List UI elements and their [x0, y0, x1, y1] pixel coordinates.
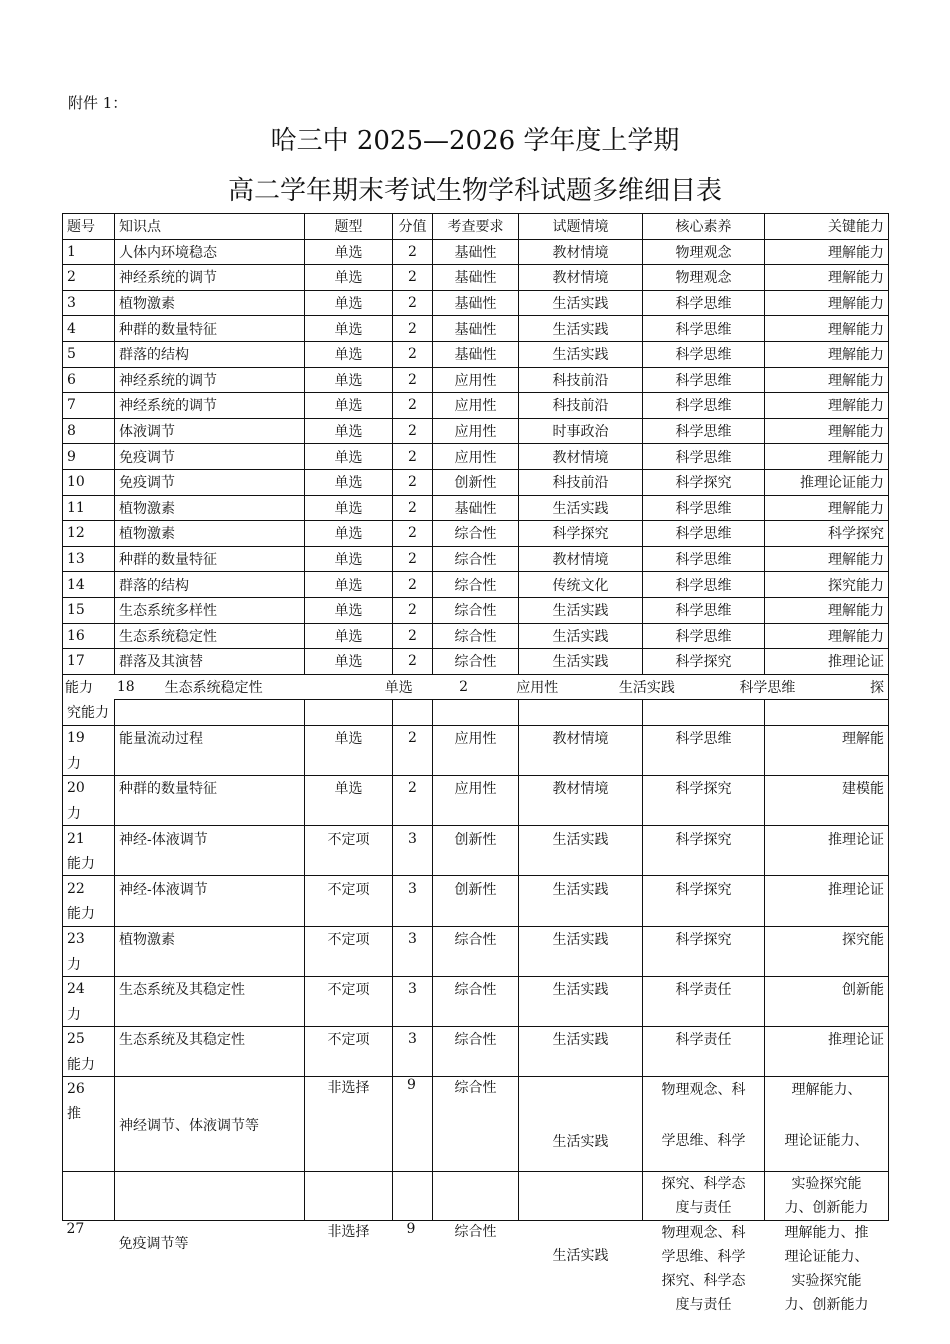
row-type: 不定项 — [305, 826, 393, 851]
row-context: 生活实践 — [519, 1027, 643, 1052]
row-number: 14 — [63, 572, 115, 598]
row-ability: 探究能力 — [765, 572, 889, 598]
row-ability: 理解能力 — [765, 316, 889, 342]
row-ability: 推理论证 — [765, 876, 889, 901]
row-literacy: 科学探究 — [643, 876, 765, 901]
table-row — [63, 367, 889, 393]
row-score: 2 — [393, 418, 433, 444]
row-requirement: 基础性 — [433, 341, 519, 367]
column-header: 分值 — [393, 214, 433, 240]
row-context: 生活实践 — [519, 976, 643, 1001]
row-literacy: 科学探究 — [643, 649, 765, 675]
table-row — [63, 572, 889, 598]
row-requirement: 综合性 — [454, 1224, 497, 1241]
row-requirement: 应用性 — [433, 367, 519, 393]
row-ability: 科学探究 — [765, 521, 889, 547]
row-requirement: 综合性 — [433, 597, 519, 623]
row-score: 2 — [393, 623, 433, 649]
row-context: 生活实践 — [519, 623, 643, 649]
row-ability-line: 理解能力、 — [791, 1082, 862, 1099]
table-row — [63, 290, 889, 316]
row-ability: 理解能力 — [765, 239, 889, 265]
column-header: 知识点 — [115, 214, 305, 240]
row-score: 2 — [393, 495, 433, 521]
table-row — [63, 265, 889, 291]
row-context: 教材情境 — [519, 546, 643, 572]
row-type: 单选 — [305, 546, 393, 572]
column-header: 核心素养 — [643, 214, 765, 240]
row-score: 2 — [393, 597, 433, 623]
row-context: 生活实践 — [519, 649, 643, 675]
row-topic: 神经调节、体液调节等 — [119, 1118, 259, 1135]
row-ability: 理解能力 — [765, 367, 889, 393]
row-requirement: 综合性 — [433, 572, 519, 598]
row-requirement: 创新性 — [433, 826, 519, 851]
row-score: 2 — [393, 367, 433, 393]
item-specification-table — [62, 213, 889, 1317]
row-literacy: 科学思维 — [643, 546, 765, 572]
page-subtitle: 高二学年期末考试生物学科试题多维细目表 — [227, 176, 722, 206]
row-score: 2 — [393, 290, 433, 316]
row-score: 2 — [393, 444, 433, 470]
row-type: 单选 — [305, 316, 393, 342]
row-requirement: 应用性 — [433, 444, 519, 470]
row-number: 11 — [63, 495, 115, 521]
row-type: 单选 — [305, 265, 393, 291]
row-type: 单选 — [305, 572, 393, 598]
row-context: 教材情境 — [519, 776, 643, 801]
row-context: 时事政治 — [519, 418, 643, 444]
row-context: 生活实践 — [552, 1248, 609, 1265]
wrap-text: 能力 — [65, 679, 93, 696]
table-row — [63, 976, 889, 1001]
row-topic: 种群的数量特征 — [115, 546, 305, 572]
row-score: 2 — [393, 776, 433, 801]
table-row — [63, 239, 889, 265]
table-row — [63, 546, 889, 572]
row-score: 2 — [393, 469, 433, 495]
table-row — [63, 316, 889, 342]
row-type: 单选 — [305, 597, 393, 623]
row-requirement: 综合性 — [433, 649, 519, 675]
row-number: 7 — [63, 393, 115, 419]
row-score: 2 — [393, 521, 433, 547]
table-row-continuation — [63, 1052, 889, 1077]
row-ability: 推理论证能力 — [765, 469, 889, 495]
row-literacy: 科学思维 — [643, 444, 765, 470]
table-row — [63, 469, 889, 495]
row-number: 5 — [63, 341, 115, 367]
row-literacy: 科学思维 — [643, 418, 765, 444]
row-topic: 神经系统的调节 — [115, 367, 305, 393]
wrap-text: 推 — [67, 1106, 81, 1123]
row-topic: 生态系统及其稳定性 — [115, 976, 305, 1001]
row-score: 2 — [393, 341, 433, 367]
row-literacy: 物理观念 — [643, 239, 765, 265]
row-type: 单选 — [305, 725, 393, 750]
row-ability: 理解能 — [765, 725, 889, 750]
row-type: 非选择 — [327, 1080, 370, 1097]
wrap-text: 能力 — [63, 1052, 115, 1077]
row-score: 2 — [393, 316, 433, 342]
row-requirement: 创新性 — [433, 469, 519, 495]
row-topic: 神经-体液调节 — [115, 876, 305, 901]
row-type: 不定项 — [305, 926, 393, 951]
row-ability: 理解能力 — [765, 597, 889, 623]
row-requirement: 应用性 — [516, 679, 559, 696]
row-context: 科技前沿 — [519, 393, 643, 419]
table-row-continuation — [63, 851, 889, 876]
row-ability: 推理论证 — [765, 826, 889, 851]
row-topic: 种群的数量特征 — [115, 776, 305, 801]
column-header: 题型 — [305, 214, 393, 240]
row-ability: 理解能力 — [765, 444, 889, 470]
row-requirement: 应用性 — [433, 418, 519, 444]
row-context: 生活实践 — [552, 1134, 609, 1151]
row-literacy: 科学思维 — [643, 495, 765, 521]
row-topic: 免疫调节 — [115, 469, 305, 495]
row-requirement: 综合性 — [454, 1080, 497, 1097]
table-row — [63, 393, 889, 419]
table-row — [63, 1221, 889, 1318]
row-topic: 人体内环境稳态 — [115, 239, 305, 265]
row-score: 2 — [393, 239, 433, 265]
row-topic: 植物激素 — [115, 290, 305, 316]
row-number: 23 — [63, 926, 115, 951]
wrap-text: 力 — [63, 951, 115, 976]
row-context: 教材情境 — [519, 725, 643, 750]
row-ability: 探 — [870, 679, 884, 696]
table-header-row — [63, 214, 889, 240]
wrap-text: 力 — [63, 801, 115, 826]
row-literacy: 科学探究 — [643, 469, 765, 495]
row-context: 生活实践 — [519, 316, 643, 342]
row-literacy-line: 度与责任 — [675, 1200, 732, 1217]
row-context: 生活实践 — [519, 926, 643, 951]
row-type: 单选 — [305, 623, 393, 649]
row-score: 2 — [393, 725, 433, 750]
row-context: 生活实践 — [519, 876, 643, 901]
row-ability-line: 实验探究能 — [791, 1273, 862, 1290]
row-requirement: 基础性 — [433, 239, 519, 265]
row-type: 单选 — [305, 444, 393, 470]
table-row-continuation — [63, 951, 889, 976]
row-type: 不定项 — [305, 876, 393, 901]
table-row — [63, 826, 889, 851]
row-number: 12 — [63, 521, 115, 547]
table-row — [63, 444, 889, 470]
table-row-continuation — [63, 700, 889, 726]
row-number: 8 — [63, 418, 115, 444]
row-ability: 理解能力 — [765, 623, 889, 649]
row-number: 17 — [63, 649, 115, 675]
row-context: 生活实践 — [519, 290, 643, 316]
table-row — [63, 418, 889, 444]
row-literacy-line: 物理观念、科 — [661, 1225, 746, 1242]
row-requirement: 综合性 — [433, 976, 519, 1001]
row-score: 2 — [393, 546, 433, 572]
table-row — [63, 876, 889, 901]
row-ability-line: 实验探究能 — [791, 1176, 862, 1193]
row-type: 单选 — [305, 239, 393, 265]
row-requirement: 综合性 — [433, 1027, 519, 1052]
row-ability: 理解能力 — [765, 418, 889, 444]
row-score: 2 — [393, 265, 433, 291]
row-literacy: 科学探究 — [643, 826, 765, 851]
row-literacy: 物理观念 — [643, 265, 765, 291]
row-literacy: 科学思维 — [739, 679, 796, 696]
table-row-continuation — [63, 1001, 889, 1026]
row-score: 2 — [393, 649, 433, 675]
row-requirement: 应用性 — [433, 776, 519, 801]
row-literacy-line: 学思维、科学 — [661, 1133, 746, 1150]
row-number: 4 — [63, 316, 115, 342]
row-type: 单选 — [305, 341, 393, 367]
row-type: 非选择 — [327, 1224, 370, 1241]
row-requirement: 综合性 — [433, 623, 519, 649]
row-literacy-line: 度与责任 — [675, 1297, 732, 1314]
table-row — [63, 623, 889, 649]
row-requirement: 基础性 — [433, 495, 519, 521]
row-context: 传统文化 — [519, 572, 643, 598]
table-row — [63, 776, 889, 801]
table-row — [63, 1027, 889, 1052]
row-ability: 推理论证 — [765, 649, 889, 675]
row-type: 单选 — [305, 367, 393, 393]
column-header: 考查要求 — [433, 214, 519, 240]
row-number: 21 — [63, 826, 115, 851]
table-row — [63, 597, 889, 623]
row-literacy: 科学思维 — [643, 367, 765, 393]
row-type: 单选 — [305, 776, 393, 801]
row-number: 25 — [63, 1027, 115, 1052]
row-context: 科技前沿 — [519, 367, 643, 393]
row-literacy: 科学思维 — [643, 623, 765, 649]
row-requirement: 应用性 — [433, 393, 519, 419]
row-type: 单选 — [305, 495, 393, 521]
row-score: 3 — [393, 1027, 433, 1052]
table-row — [63, 1077, 889, 1172]
row-topic: 植物激素 — [115, 495, 305, 521]
row-ability: 理解能力 — [765, 290, 889, 316]
column-header: 试题情境 — [519, 214, 643, 240]
row-context: 生活实践 — [519, 597, 643, 623]
table-row — [63, 341, 889, 367]
row-topic: 生态系统稳定性 — [115, 623, 305, 649]
row-score: 3 — [393, 826, 433, 851]
wrap-text: 能力 — [63, 851, 115, 876]
row-requirement: 综合性 — [433, 546, 519, 572]
row-number: 16 — [63, 623, 115, 649]
wrap-text: 力 — [63, 1001, 115, 1026]
row-ability: 理解能力 — [765, 341, 889, 367]
column-header: 关键能力 — [765, 214, 889, 240]
row-number: 15 — [63, 597, 115, 623]
row-literacy: 科学思维 — [643, 290, 765, 316]
row-number: 20 — [63, 776, 115, 801]
row-topic: 群落及其演替 — [115, 649, 305, 675]
row-topic: 群落的结构 — [115, 572, 305, 598]
row-literacy: 科学责任 — [643, 1027, 765, 1052]
table-row — [63, 649, 889, 675]
row-ability-line: 力、创新能力 — [784, 1297, 869, 1314]
row-literacy: 科学思维 — [643, 597, 765, 623]
row-literacy: 科学探究 — [643, 776, 765, 801]
row-ability: 推理论证 — [765, 1027, 889, 1052]
table-row — [63, 926, 889, 951]
row-ability: 探究能 — [765, 926, 889, 951]
row-type: 单选 — [384, 679, 413, 696]
row-context: 教材情境 — [519, 265, 643, 291]
row-type: 不定项 — [305, 1027, 393, 1052]
row-score: 3 — [393, 976, 433, 1001]
row-ability-line: 力、创新能力 — [784, 1200, 869, 1217]
row-requirement: 应用性 — [433, 725, 519, 750]
row-requirement: 创新性 — [433, 876, 519, 901]
row-literacy: 科学思维 — [643, 393, 765, 419]
row-topic: 植物激素 — [115, 926, 305, 951]
row-ability-line: 理论证能力、 — [784, 1249, 869, 1266]
row-literacy: 科学思维 — [643, 521, 765, 547]
row-topic: 能量流动过程 — [115, 725, 305, 750]
row-context: 教材情境 — [519, 444, 643, 470]
row-ability: 理解能力 — [765, 265, 889, 291]
row-type: 单选 — [305, 393, 393, 419]
row-number: 9 — [63, 444, 115, 470]
row-score: 9 — [407, 1077, 416, 1094]
wrap-text: 能力 — [63, 901, 115, 926]
row-topic: 生态系统稳定性 — [164, 679, 263, 696]
row-number: 26 — [67, 1081, 85, 1098]
row-score: 2 — [393, 572, 433, 598]
row-score: 2 — [459, 678, 468, 695]
row-requirement: 基础性 — [433, 265, 519, 291]
table-row — [63, 495, 889, 521]
row-ability: 创新能 — [765, 976, 889, 1001]
table-row-continuation — [63, 901, 889, 926]
row-number: 13 — [63, 546, 115, 572]
row-score: 9 — [406, 1221, 416, 1238]
row-topic: 生态系统及其稳定性 — [115, 1027, 305, 1052]
row-literacy: 科学探究 — [643, 926, 765, 951]
row-type: 不定项 — [305, 976, 393, 1001]
row-literacy-line: 物理观念、科 — [661, 1082, 746, 1099]
row-score: 3 — [393, 926, 433, 951]
row-requirement: 综合性 — [433, 926, 519, 951]
row-context: 生活实践 — [519, 826, 643, 851]
row-type: 单选 — [305, 521, 393, 547]
row-context: 科技前沿 — [519, 469, 643, 495]
row-topic: 体液调节 — [115, 418, 305, 444]
row-literacy-line: 学思维、科学 — [661, 1249, 746, 1266]
table-row — [63, 521, 889, 547]
row-type: 单选 — [305, 418, 393, 444]
row-ability: 理解能力 — [765, 495, 889, 521]
row-requirement: 基础性 — [433, 316, 519, 342]
row-number: 27 — [66, 1221, 85, 1238]
row-topic: 群落的结构 — [115, 341, 305, 367]
table-row-continuation — [63, 1172, 889, 1221]
row-literacy: 科学思维 — [643, 572, 765, 598]
row-literacy-line: 探究、科学态 — [661, 1273, 746, 1290]
row-number: 19 — [63, 725, 115, 750]
row-context: 生活实践 — [618, 679, 675, 696]
row-type: 单选 — [305, 649, 393, 675]
row-requirement: 综合性 — [433, 521, 519, 547]
table-row — [63, 674, 889, 700]
row-number: 2 — [63, 265, 115, 291]
row-topic: 免疫调节等 — [118, 1236, 189, 1253]
table-row — [63, 725, 889, 750]
row-context: 科学探究 — [519, 521, 643, 547]
wrap-text: 力 — [63, 750, 115, 775]
row-literacy-line: 探究、科学态 — [661, 1176, 746, 1193]
row-context: 教材情境 — [519, 239, 643, 265]
row-topic: 植物激素 — [115, 521, 305, 547]
row-literacy: 科学责任 — [643, 976, 765, 1001]
row-ability: 建模能 — [765, 776, 889, 801]
table-row-continuation — [63, 801, 889, 826]
row-topic: 生态系统多样性 — [115, 597, 305, 623]
row-number: 3 — [63, 290, 115, 316]
row-topic: 种群的数量特征 — [115, 316, 305, 342]
row-score: 3 — [393, 876, 433, 901]
wrap-text: 究能力 — [63, 700, 115, 726]
row-context: 生活实践 — [519, 341, 643, 367]
row-topic: 神经系统的调节 — [115, 265, 305, 291]
attachment-label: 附件 1： — [68, 94, 128, 112]
row-number: 10 — [63, 469, 115, 495]
table-row-continuation — [63, 750, 889, 775]
row-number: 18 — [116, 678, 135, 695]
row-number: 6 — [63, 367, 115, 393]
row-literacy: 科学思维 — [643, 725, 765, 750]
row-topic: 神经-体液调节 — [115, 826, 305, 851]
row-score: 2 — [393, 393, 433, 419]
row-type: 单选 — [305, 469, 393, 495]
column-header: 题号 — [63, 214, 115, 240]
row-ability-line: 理解能力、推 — [784, 1225, 869, 1242]
row-literacy: 科学思维 — [643, 316, 765, 342]
row-number: 24 — [63, 976, 115, 1001]
row-number: 1 — [63, 239, 115, 265]
row-context: 生活实践 — [519, 495, 643, 521]
row-type: 单选 — [305, 290, 393, 316]
row-number: 22 — [63, 876, 115, 901]
row-topic: 神经系统的调节 — [115, 393, 305, 419]
row-ability-line: 理论证能力、 — [784, 1133, 869, 1150]
row-ability: 理解能力 — [765, 546, 889, 572]
row-literacy: 科学思维 — [643, 341, 765, 367]
row-requirement: 基础性 — [433, 290, 519, 316]
row-ability: 理解能力 — [765, 393, 889, 419]
page-title: 哈三中 2025—2026 学年度上学期 — [270, 126, 680, 156]
row-topic: 免疫调节 — [115, 444, 305, 470]
